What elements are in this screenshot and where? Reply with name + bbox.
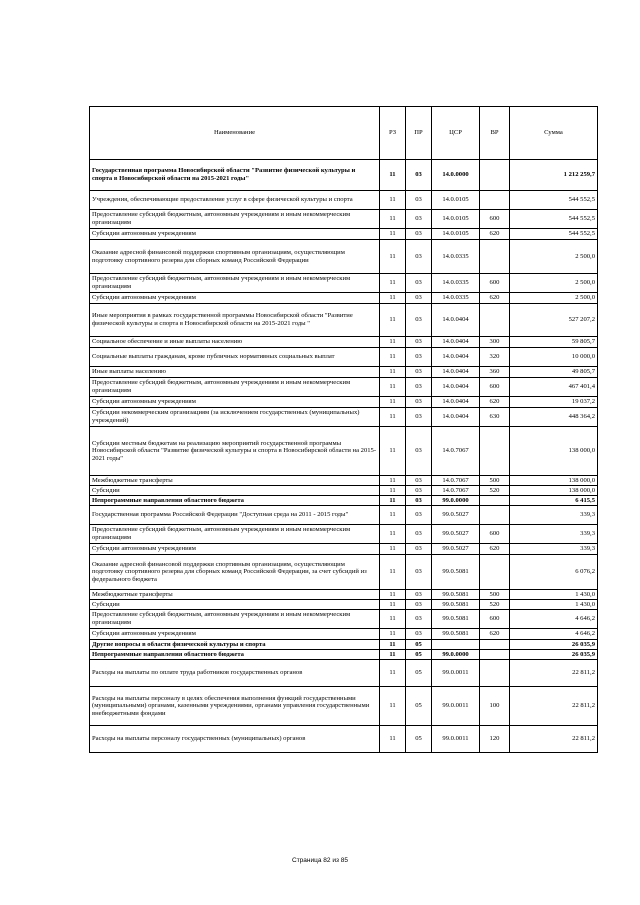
cell-vr: [480, 660, 510, 687]
cell-vr: [480, 160, 510, 191]
table-row: [90, 427, 598, 476]
table-row: [90, 240, 598, 274]
cell-rz: 11: [380, 610, 406, 629]
cell-name: Предоставление субсидий бюджетным, автономным учреждениям и иным некоммерческим организациям: [90, 525, 380, 544]
cell-csr: 99.0.5081: [432, 555, 480, 590]
table-row: [90, 408, 598, 427]
cell-pr: 05: [406, 726, 432, 753]
cell-name: Оказание адресной финансовой поддержки спортивным организациям, осуществляющим подготовку спортивного резерва для сборных команд Российской Федерации, за счет субсидий из федерального бюджета: [90, 555, 380, 590]
cell-vr: 600: [480, 610, 510, 629]
cell-csr: 99.0.5081: [432, 629, 480, 640]
cell-vr: [480, 240, 510, 274]
header-vr: ВР: [480, 107, 510, 160]
cell-vr: 520: [480, 486, 510, 496]
table-row: [90, 348, 598, 367]
cell-name: Предоставление субсидий бюджетным, автономным учреждениям и иным некоммерческим организациям: [90, 274, 380, 293]
cell-sum: 339,3: [510, 506, 598, 525]
cell-sum: 10 000,0: [510, 348, 598, 367]
cell-rz: 11: [380, 408, 406, 427]
cell-vr: 600: [480, 210, 510, 229]
cell-sum: 1 430,0: [510, 600, 598, 610]
table-row: [90, 590, 598, 600]
cell-sum: 527 207,2: [510, 304, 598, 337]
cell-csr: 99.0.5081: [432, 610, 480, 629]
cell-csr: 14.0.0404: [432, 348, 480, 367]
cell-rz: 11: [380, 687, 406, 726]
cell-sum: 339,3: [510, 544, 598, 555]
cell-name: Оказание адресной финансовой поддержки спортивным организациям, осуществляющим подготовку спортивного резерва для сборных команд Российской Федерации: [90, 240, 380, 274]
cell-vr: 600: [480, 378, 510, 397]
cell-csr: 14.0.0404: [432, 397, 480, 408]
table-header-row: [90, 107, 598, 160]
cell-vr: [480, 496, 510, 506]
cell-vr: 100: [480, 687, 510, 726]
cell-name: Субсидии: [90, 486, 380, 496]
cell-name: Другие вопросы в области физической культуры и спорта: [90, 640, 380, 650]
cell-sum: 2 500,0: [510, 274, 598, 293]
cell-pr: 03: [406, 397, 432, 408]
cell-name: Социальные выплаты гражданам, кроме публичных нормативных социальных выплат: [90, 348, 380, 367]
cell-pr: 03: [406, 337, 432, 348]
cell-pr: 03: [406, 486, 432, 496]
cell-sum: 467 401,4: [510, 378, 598, 397]
cell-csr: 99.0.5081: [432, 590, 480, 600]
cell-rz: 11: [380, 476, 406, 486]
cell-pr: 03: [406, 408, 432, 427]
cell-name: Предоставление субсидий бюджетным, автономным учреждениям и иным некоммерческим организациям: [90, 378, 380, 397]
cell-rz: 11: [380, 397, 406, 408]
cell-rz: 11: [380, 506, 406, 525]
cell-vr: 600: [480, 525, 510, 544]
cell-name: Межбюджетные трансферты: [90, 590, 380, 600]
budget-table: [89, 106, 598, 753]
cell-vr: 360: [480, 367, 510, 378]
cell-sum: 59 805,7: [510, 337, 598, 348]
table-row: [90, 476, 598, 486]
table-row: [90, 337, 598, 348]
cell-pr: 03: [406, 304, 432, 337]
cell-name: Субсидии автономным учреждениям: [90, 229, 380, 240]
table-row: [90, 687, 598, 726]
header-name: Наименование: [90, 107, 380, 160]
cell-pr: 03: [406, 293, 432, 304]
cell-name: Расходы на выплаты персоналу в целях обеспечения выполнения функций государственными (муниципальными) органами, казенными учреждениями, органами управления государственными внебюджетными фондами: [90, 687, 380, 726]
cell-pr: 03: [406, 240, 432, 274]
cell-csr: 14.0.0404: [432, 367, 480, 378]
cell-pr: 03: [406, 496, 432, 506]
cell-vr: [480, 650, 510, 660]
cell-rz: 11: [380, 378, 406, 397]
cell-pr: 03: [406, 544, 432, 555]
cell-sum: 2 500,0: [510, 293, 598, 304]
cell-name: Иные выплаты населению: [90, 367, 380, 378]
cell-pr: 03: [406, 427, 432, 476]
cell-pr: 03: [406, 160, 432, 191]
cell-vr: 620: [480, 229, 510, 240]
cell-vr: 500: [480, 590, 510, 600]
cell-csr: 14.0.0404: [432, 378, 480, 397]
cell-pr: 05: [406, 640, 432, 650]
cell-csr: 99.0.0011: [432, 660, 480, 687]
cell-name: Межбюджетные трансферты: [90, 476, 380, 486]
table-row: [90, 367, 598, 378]
cell-csr: 14.0.0105: [432, 229, 480, 240]
cell-rz: 11: [380, 650, 406, 660]
cell-sum: 2 500,0: [510, 240, 598, 274]
cell-sum: 138 000,0: [510, 427, 598, 476]
cell-sum: 4 646,2: [510, 610, 598, 629]
cell-sum: 544 552,5: [510, 210, 598, 229]
cell-csr: 99.0.0000: [432, 650, 480, 660]
cell-sum: 26 035,9: [510, 650, 598, 660]
cell-csr: 14.0.7067: [432, 427, 480, 476]
cell-csr: 99.0.5081: [432, 600, 480, 610]
cell-pr: 03: [406, 555, 432, 590]
table-row: [90, 555, 598, 590]
cell-vr: 620: [480, 397, 510, 408]
cell-rz: 11: [380, 525, 406, 544]
table-row: [90, 506, 598, 525]
table-row: [90, 304, 598, 337]
cell-rz: 11: [380, 496, 406, 506]
cell-sum: 4 646,2: [510, 629, 598, 640]
cell-name: Субсидии автономным учреждениям: [90, 397, 380, 408]
cell-vr: 620: [480, 293, 510, 304]
cell-name: Субсидии автономным учреждениям: [90, 544, 380, 555]
table-row: [90, 629, 598, 640]
cell-pr: 03: [406, 600, 432, 610]
header-csr: ЦСР: [432, 107, 480, 160]
cell-pr: 03: [406, 191, 432, 210]
cell-csr: 99.0.0011: [432, 726, 480, 753]
cell-rz: 11: [380, 293, 406, 304]
cell-name: Предоставление субсидий бюджетным, автономным учреждениям и иным некоммерческим организациям: [90, 210, 380, 229]
table-row: [90, 726, 598, 753]
cell-csr: 14.0.0105: [432, 191, 480, 210]
table-row: [90, 378, 598, 397]
cell-csr: 14.0.0404: [432, 408, 480, 427]
cell-sum: 544 552,5: [510, 191, 598, 210]
cell-csr: 99.0.5027: [432, 506, 480, 525]
cell-vr: 620: [480, 544, 510, 555]
cell-rz: 11: [380, 229, 406, 240]
cell-sum: 26 035,9: [510, 640, 598, 650]
table-row: [90, 600, 598, 610]
cell-name: Учреждения, обеспечивающие предоставление услуг в сфере физической культуры и спорта: [90, 191, 380, 210]
table-row: [90, 660, 598, 687]
cell-sum: 22 811,2: [510, 660, 598, 687]
cell-name: Субсидии автономным учреждениям: [90, 293, 380, 304]
page-number: Страница 82 из 85: [292, 857, 348, 864]
table-row: [90, 229, 598, 240]
table-row: [90, 274, 598, 293]
cell-name: Государственная программа Российской Федерации "Доступная среда на 2011 - 2015 годы": [90, 506, 380, 525]
cell-csr: 99.0.5027: [432, 544, 480, 555]
cell-vr: 630: [480, 408, 510, 427]
cell-rz: 11: [380, 486, 406, 496]
table-row: [90, 293, 598, 304]
cell-sum: 49 805,7: [510, 367, 598, 378]
cell-sum: 138 000,0: [510, 486, 598, 496]
cell-rz: 11: [380, 348, 406, 367]
cell-sum: 138 000,0: [510, 476, 598, 486]
cell-rz: 11: [380, 160, 406, 191]
cell-sum: 339,3: [510, 525, 598, 544]
cell-pr: 03: [406, 590, 432, 600]
cell-sum: 6 076,2: [510, 555, 598, 590]
cell-pr: 03: [406, 506, 432, 525]
cell-rz: 11: [380, 274, 406, 293]
table-row: [90, 496, 598, 506]
cell-rz: 11: [380, 367, 406, 378]
cell-vr: [480, 427, 510, 476]
cell-csr: 14.0.7067: [432, 486, 480, 496]
cell-vr: 600: [480, 274, 510, 293]
cell-vr: 620: [480, 629, 510, 640]
cell-name: Предоставление субсидий бюджетным, автономным учреждениям и иным некоммерческим организациям: [90, 610, 380, 629]
cell-rz: 11: [380, 555, 406, 590]
cell-rz: 11: [380, 590, 406, 600]
cell-sum: 1 212 259,7: [510, 160, 598, 191]
cell-vr: [480, 555, 510, 590]
cell-pr: 05: [406, 687, 432, 726]
table-row: [90, 191, 598, 210]
cell-csr: 14.0.0404: [432, 337, 480, 348]
cell-csr: 14.0.0335: [432, 293, 480, 304]
cell-csr: 14.0.0000: [432, 160, 480, 191]
cell-name: Иные мероприятия в рамках государственной программы Новосибирской области "Развитие физической культуры и спорта в Новосибирской области на 2015-2021 годы ": [90, 304, 380, 337]
cell-rz: 11: [380, 240, 406, 274]
cell-name: Расходы на выплаты персоналу государственных (муниципальных) органов: [90, 726, 380, 753]
cell-pr: 03: [406, 367, 432, 378]
table-row: [90, 525, 598, 544]
header-sum: Сумма: [510, 107, 598, 160]
cell-vr: [480, 191, 510, 210]
cell-name: Расходы на выплаты по оплате труда работников государственных органов: [90, 660, 380, 687]
cell-name: Государственная программа Новосибирской области "Развитие физической культуры и спорта в Новосибирской области на 2015-2021 годы": [90, 160, 380, 191]
header-pr: ПР: [406, 107, 432, 160]
cell-rz: 11: [380, 191, 406, 210]
cell-name: Субсидии автономным учреждениям: [90, 629, 380, 640]
cell-rz: 11: [380, 600, 406, 610]
cell-rz: 11: [380, 660, 406, 687]
cell-pr: 03: [406, 525, 432, 544]
cell-csr: 99.0.0011: [432, 687, 480, 726]
cell-csr: 99.0.0000: [432, 496, 480, 506]
cell-pr: 05: [406, 660, 432, 687]
cell-rz: 11: [380, 544, 406, 555]
cell-pr: 05: [406, 650, 432, 660]
cell-pr: 03: [406, 476, 432, 486]
cell-vr: 120: [480, 726, 510, 753]
cell-sum: 22 811,2: [510, 687, 598, 726]
header-rz: РЗ: [380, 107, 406, 160]
cell-csr: 14.0.0404: [432, 304, 480, 337]
cell-pr: 03: [406, 378, 432, 397]
cell-pr: 03: [406, 229, 432, 240]
cell-sum: 1 430,0: [510, 590, 598, 600]
cell-rz: 11: [380, 210, 406, 229]
cell-csr: 14.0.0335: [432, 240, 480, 274]
table-row: [90, 486, 598, 496]
cell-pr: 03: [406, 629, 432, 640]
cell-pr: 03: [406, 610, 432, 629]
cell-rz: 11: [380, 629, 406, 640]
cell-name: Непрограммные направления областного бюджета: [90, 650, 380, 660]
cell-vr: [480, 304, 510, 337]
cell-sum: 22 811,2: [510, 726, 598, 753]
cell-rz: 11: [380, 337, 406, 348]
cell-sum: 6 415,5: [510, 496, 598, 506]
cell-pr: 03: [406, 348, 432, 367]
cell-name: Социальное обеспечение и иные выплаты населению: [90, 337, 380, 348]
cell-csr: 14.0.0105: [432, 210, 480, 229]
table-row: [90, 544, 598, 555]
cell-sum: 19 037,2: [510, 397, 598, 408]
table-row: [90, 210, 598, 229]
table-row: [90, 160, 598, 191]
table-row: [90, 397, 598, 408]
cell-name: Непрограммные направления областного бюджета: [90, 496, 380, 506]
cell-rz: 11: [380, 726, 406, 753]
cell-pr: 03: [406, 274, 432, 293]
cell-csr: [432, 640, 480, 650]
cell-csr: 14.0.0335: [432, 274, 480, 293]
cell-vr: 320: [480, 348, 510, 367]
cell-vr: 300: [480, 337, 510, 348]
table-row: [90, 640, 598, 650]
cell-vr: [480, 640, 510, 650]
cell-name: Субсидии некоммерческим организациям (за исключением государственных (муниципальных) учреждений): [90, 408, 380, 427]
cell-sum: 544 552,5: [510, 229, 598, 240]
cell-rz: 11: [380, 304, 406, 337]
table-row: [90, 610, 598, 629]
cell-vr: [480, 506, 510, 525]
cell-csr: 99.0.5027: [432, 525, 480, 544]
cell-vr: 500: [480, 476, 510, 486]
cell-vr: 520: [480, 600, 510, 610]
cell-name: Субсидии: [90, 600, 380, 610]
cell-rz: 11: [380, 427, 406, 476]
cell-name: Субсидии местным бюджетам на реализацию мероприятий государственной программы Новосибирской области "Развитие физической культуры и спорта в Новосибирской области на 2015-2021 годы": [90, 427, 380, 476]
cell-sum: 448 364,2: [510, 408, 598, 427]
table-body: [90, 160, 598, 753]
cell-pr: 03: [406, 210, 432, 229]
table-row: [90, 650, 598, 660]
cell-csr: 14.0.7067: [432, 476, 480, 486]
cell-rz: 11: [380, 640, 406, 650]
